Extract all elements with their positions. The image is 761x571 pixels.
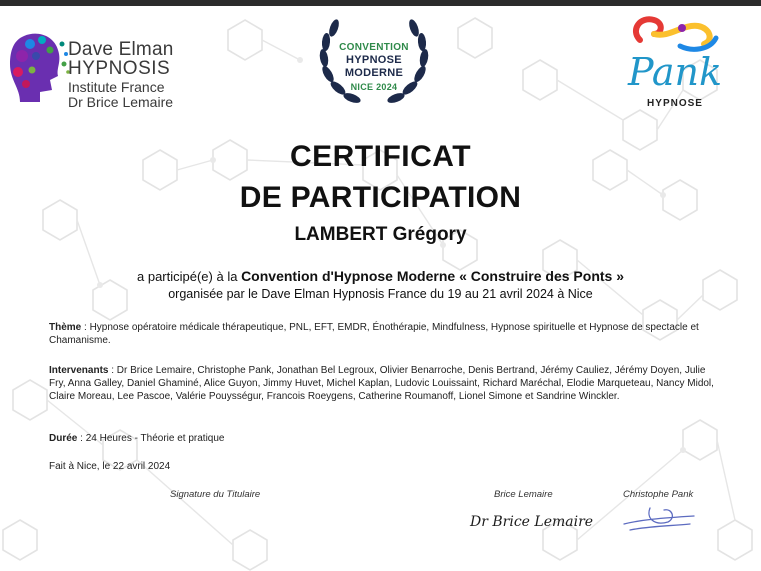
duree-paragraph [49, 432, 719, 445]
intervenants-text: : Dr Brice Lemaire, Christophe Pank, Jonathan Bel Legroux, Olivier Benarroche, Denis Bertrand, Jérémy Cauliez, Jérémy Doyen, Julie Fry, Anna Galley, Daniel Ghaminé, Alice Guyon, Jimmy Huvet, Michel Kaplan, Ludovic Louissaint, Richard Maréchal, Elodie Marqueteau, Nancy Midol, Claire Moreau, Lee Pascoe, Valérie Pouysségur, Francois Roeygens, Catherine Roumanoff, Lionel Simone et Sandrine Winckler. [49, 365, 714, 402]
head-profile-icon [6, 28, 76, 108]
participation-line [0, 268, 761, 284]
titulaire-signature-label: Signature du Titulaire [170, 489, 261, 500]
duree-text: : 24 Heures - Théorie et pratique [77, 433, 225, 444]
badge-line-convention: CONVENTION [339, 42, 409, 53]
pank-logo-subtitle: HYPNOSE [647, 98, 703, 109]
theme-label: Thème [49, 322, 82, 333]
intervenants-paragraph [49, 364, 719, 403]
certificate-title: CERTIFICAT [289, 140, 472, 173]
intervenants-label: Intervenants [49, 365, 109, 376]
theme-text: : Hypnose opératoire médicale thérapeutique, PNL, EFT, EMDR, Énothérapie, Mindfulness, Hypnose spirituelle et Hypnose de spectacle et Chamanisme. [49, 322, 699, 346]
issue-date-line: Fait à Nice, le 22 avril 2024 [49, 461, 171, 472]
duree-label: Durée [49, 433, 78, 444]
logo-line-dave-elman: Dave Elman [68, 39, 174, 60]
pank-signature-scribble [620, 500, 698, 534]
christophe-pank-label: Christophe Pank [623, 489, 694, 500]
logo-line-institute: Institute France [68, 79, 165, 95]
participation-prefix: a participé(e) à la [137, 269, 242, 284]
convention-badge [304, 8, 444, 108]
brice-lemaire-label: Brice Lemaire [494, 489, 553, 500]
brice-lemaire-signature: Dr Brice Lemaire [470, 514, 594, 530]
badge-line-moderne: MODERNE [344, 67, 404, 79]
logo-line-doctor: Dr Brice Lemaire [68, 94, 174, 110]
pank-logo-text: Pank [627, 50, 723, 94]
pank-logo [620, 10, 730, 120]
organised-line: organisée par le Dave Elman Hypnosis France du 19 au 21 avril 2024 à Nice [168, 287, 593, 301]
badge-line-hypnose: HYPNOSE [346, 54, 402, 66]
theme-paragraph [49, 321, 719, 347]
badge-line-nice-2024: NICE 2024 [350, 82, 398, 92]
certificate-subtitle: DE PARTICIPATION [239, 181, 522, 214]
event-name: Convention d'Hypnose Moderne « Construire des Ponts » [241, 268, 624, 284]
dave-elman-logo [6, 28, 206, 110]
recipient-name: LAMBERT Grégory [294, 224, 467, 245]
logo-line-hypnosis: HYPNOSIS [68, 58, 171, 79]
